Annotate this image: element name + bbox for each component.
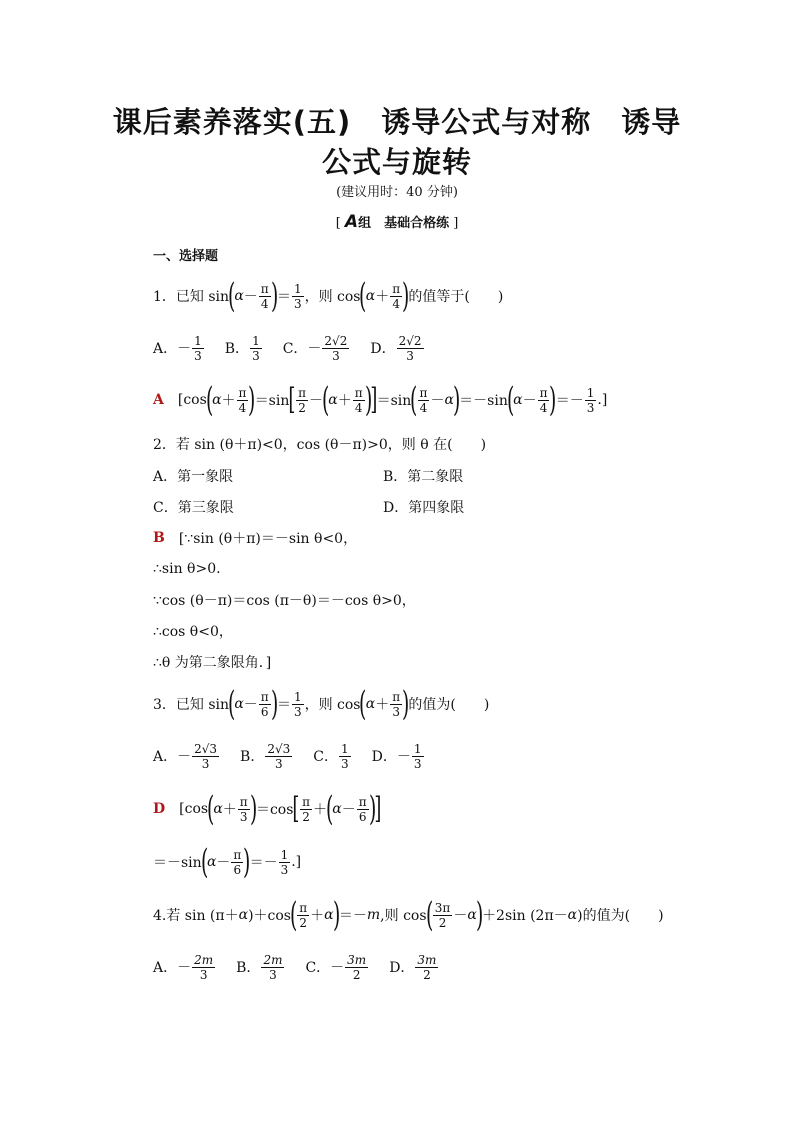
- answer-1: A [cos ( α ＋ $\frac{\pi}{4}$ ) ＝sin [ $\frac{\pi}{2}$ － ( α ＋ $\frac{\pi}{4}$ ) ] ＝sin ( $\frac{\pi}{4}$ － α ) ＝－sin ( α － $\frac{\pi}{4}$ ) ＝－ $\frac{1}{3}$ .]: [153, 380, 608, 420]
- group-heading: [ A组 基础合格练 ]: [335, 212, 459, 232]
- answer-2-step: ∴sin θ>0.: [153, 561, 221, 577]
- page-title: 课后素养落实(五) 诱导公式与对称 诱导: [112, 105, 682, 139]
- question-1: 1．已知 sin ( α － $\frac{\pi}{4}$ ) ＝ $\frac{1}{3}$ ，则 cos ( α ＋ $\frac{\pi}{4}$ ) 的值等于( ): [153, 276, 504, 316]
- answer-2-step: ∴θ 为第二象限角．]: [153, 655, 272, 671]
- suggested-time: (建议用时：40 分钟): [336, 185, 458, 200]
- question-3: 3．已知 sin ( α － $\frac{\pi}{6}$ ) ＝ $\frac{1}{3}$ ，则 cos ( α ＋ $\frac{\pi}{3}$ ) 的值为( ): [153, 684, 490, 724]
- question-2-option-c: C．第三象限: [153, 500, 234, 516]
- section-heading: 一、选择题: [153, 248, 219, 264]
- question-1-options: A．－ $\frac{1}{3}$ B． $\frac{1}{3}$ C．－ $\frac{2√2}{3}$ D． $\frac{2√2}{3}$: [153, 333, 422, 363]
- answer-3: D [cos ( α ＋ $\frac{\pi}{3}$ ) ＝cos [ $\frac{\pi}{2}$ ＋ ( α － $\frac{\pi}{6}$ ) ]: [153, 789, 382, 829]
- answer-2-step: ∴cos θ<0，: [153, 624, 233, 640]
- question-2-option-a: A．第一象限: [153, 469, 234, 485]
- question-2-option-b: B．第二象限: [383, 469, 464, 485]
- question-4: 4.若 sin (π＋ α )＋cos ( $\frac{\pi}{2}$ ＋ α ) ＝－ m ,则 cos ( $\frac{3\pi}{2}$ － α ) ＋2sin (2π－ α )的值为( ): [153, 895, 664, 935]
- question-2: 2．若 sin (θ＋π)<0，cos (θ－π)>0，则 θ 在( ): [153, 437, 487, 453]
- answer-2: B [∵sin (θ＋π)＝－sin θ<0，: [153, 530, 358, 547]
- answer-3-step: ＝－sin ( α － $\frac{\pi}{6}$ ) ＝－ $\frac{1}{3}$ .]: [153, 842, 302, 882]
- question-2-option-d: D．第四象限: [383, 500, 465, 516]
- question-4-options: A．－ $\frac{2m}{3}$ B． $\frac{2m}{3}$ C．－ $\frac{3m}{2}$ D． $\frac{3m}{2}$: [153, 952, 437, 982]
- page-title-line2: 公式与旋转: [321, 145, 472, 179]
- answer-2-step: ∵cos (θ－π)＝cos (π－θ)＝－cos θ>0，: [153, 593, 416, 609]
- question-3-options: A．－ $\frac{2√3}{3}$ B． $\frac{2√3}{3}$ C． $\frac{1}{3}$ D．－ $\frac{1}{3}$: [153, 741, 422, 771]
